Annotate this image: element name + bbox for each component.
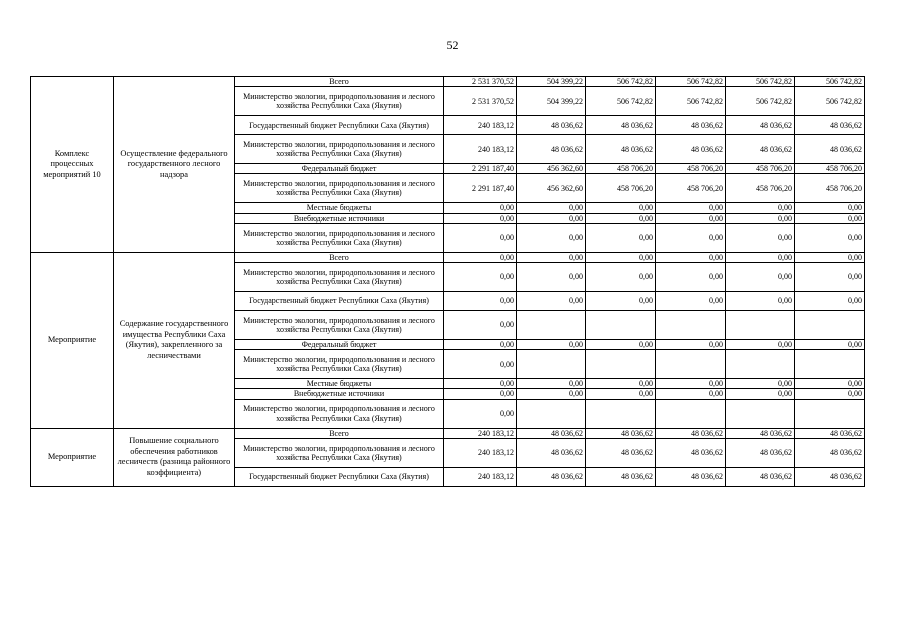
year-amount-cell: 48 036,62	[656, 467, 726, 486]
year-amount-cell: 48 036,62	[726, 135, 795, 164]
funding-source-cell: Министерство экологии, природопользования и лесного хозяйства Республики Саха (Якутия)	[235, 350, 444, 379]
year-amount-cell: 458 706,20	[795, 164, 865, 174]
year-amount-cell: 506 742,82	[795, 77, 865, 87]
year-amount-cell: 0,00	[517, 262, 586, 291]
year-amount-cell: 0,00	[517, 203, 586, 213]
year-amount-cell: 506 742,82	[586, 87, 656, 116]
total-amount-cell: 2 531 370,52	[444, 77, 517, 87]
year-amount-cell: 0,00	[517, 339, 586, 349]
section-title-cell: Содержание государственного имущества Республики Саха (Якутия), закрепленного за лесничествами	[114, 252, 235, 428]
total-amount-cell: 0,00	[444, 203, 517, 213]
total-amount-cell: 240 183,12	[444, 428, 517, 438]
funding-source-cell: Министерство экологии, природопользования и лесного хозяйства Республики Саха (Якутия)	[235, 262, 444, 291]
funding-source-cell: Внебюджетные источники	[235, 389, 444, 399]
year-amount-cell: 458 706,20	[795, 174, 865, 203]
year-amount-cell: 0,00	[656, 262, 726, 291]
total-amount-cell: 240 183,12	[444, 116, 517, 135]
year-amount-cell: 0,00	[795, 379, 865, 389]
year-amount-cell: 0,00	[656, 291, 726, 310]
year-amount-cell: 48 036,62	[795, 135, 865, 164]
funding-source-cell: Министерство экологии, природопользования и лесного хозяйства Республики Саха (Якутия)	[235, 399, 444, 428]
total-amount-cell: 240 183,12	[444, 135, 517, 164]
year-amount-cell: 48 036,62	[656, 116, 726, 135]
year-amount-cell: 0,00	[726, 291, 795, 310]
year-amount-cell	[726, 399, 795, 428]
year-amount-cell: 0,00	[656, 223, 726, 252]
funding-source-cell: Министерство экологии, природопользования и лесного хозяйства Республики Саха (Якутия)	[235, 310, 444, 339]
section-type-cell: Комплекс процессных мероприятий 10	[31, 77, 114, 253]
year-amount-cell: 504 399,22	[517, 87, 586, 116]
section-title-cell: Осуществление федерального государственного лесного надзора	[114, 77, 235, 253]
year-amount-cell: 0,00	[517, 252, 586, 262]
funding-source-cell: Внебюджетные источники	[235, 213, 444, 223]
year-amount-cell: 506 742,82	[656, 77, 726, 87]
year-amount-cell: 458 706,20	[656, 174, 726, 203]
year-amount-cell: 48 036,62	[517, 467, 586, 486]
funding-source-cell: Министерство экологии, природопользования и лесного хозяйства Республики Саха (Якутия)	[235, 223, 444, 252]
funding-source-cell: Всего	[235, 252, 444, 262]
year-amount-cell: 0,00	[795, 389, 865, 399]
year-amount-cell: 0,00	[726, 252, 795, 262]
year-amount-cell: 48 036,62	[795, 428, 865, 438]
funding-source-cell: Федеральный бюджет	[235, 164, 444, 174]
year-amount-cell: 0,00	[726, 203, 795, 213]
section-type-cell: Мероприятие	[31, 428, 114, 486]
year-amount-cell: 48 036,62	[517, 438, 586, 467]
year-amount-cell: 506 742,82	[586, 77, 656, 87]
year-amount-cell: 0,00	[726, 262, 795, 291]
year-amount-cell: 456 362,60	[517, 174, 586, 203]
total-amount-cell: 2 531 370,52	[444, 87, 517, 116]
section-type-cell: Мероприятие	[31, 252, 114, 428]
year-amount-cell	[795, 310, 865, 339]
year-amount-cell: 48 036,62	[726, 438, 795, 467]
year-amount-cell: 0,00	[517, 389, 586, 399]
year-amount-cell: 458 706,20	[656, 164, 726, 174]
year-amount-cell: 458 706,20	[586, 164, 656, 174]
total-amount-cell: 0,00	[444, 223, 517, 252]
year-amount-cell: 0,00	[586, 252, 656, 262]
year-amount-cell: 0,00	[795, 252, 865, 262]
year-amount-cell: 48 036,62	[795, 467, 865, 486]
year-amount-cell: 0,00	[586, 223, 656, 252]
total-amount-cell: 240 183,12	[444, 438, 517, 467]
funding-source-cell: Министерство экологии, природопользования и лесного хозяйства Республики Саха (Якутия)	[235, 135, 444, 164]
year-amount-cell: 0,00	[726, 379, 795, 389]
year-amount-cell: 48 036,62	[586, 135, 656, 164]
year-amount-cell: 0,00	[656, 379, 726, 389]
year-amount-cell: 0,00	[517, 213, 586, 223]
year-amount-cell: 0,00	[586, 203, 656, 213]
total-amount-cell: 0,00	[444, 350, 517, 379]
funding-source-cell: Министерство экологии, природопользования и лесного хозяйства Республики Саха (Якутия)	[235, 438, 444, 467]
year-amount-cell	[517, 350, 586, 379]
year-amount-cell: 0,00	[656, 203, 726, 213]
year-amount-cell: 48 036,62	[586, 428, 656, 438]
year-amount-cell: 458 706,20	[726, 164, 795, 174]
funding-source-cell: Государственный бюджет Республики Саха (Якутия)	[235, 291, 444, 310]
year-amount-cell: 48 036,62	[517, 428, 586, 438]
year-amount-cell: 48 036,62	[586, 116, 656, 135]
year-amount-cell: 0,00	[726, 389, 795, 399]
budget-table	[30, 76, 865, 487]
table-row	[31, 428, 865, 438]
year-amount-cell: 0,00	[726, 223, 795, 252]
year-amount-cell: 48 036,62	[656, 428, 726, 438]
year-amount-cell: 456 362,60	[517, 164, 586, 174]
year-amount-cell: 48 036,62	[726, 428, 795, 438]
total-amount-cell: 0,00	[444, 252, 517, 262]
year-amount-cell	[726, 310, 795, 339]
year-amount-cell: 0,00	[586, 379, 656, 389]
year-amount-cell: 0,00	[795, 262, 865, 291]
year-amount-cell: 0,00	[586, 262, 656, 291]
year-amount-cell: 0,00	[795, 213, 865, 223]
year-amount-cell	[726, 350, 795, 379]
total-amount-cell: 0,00	[444, 399, 517, 428]
total-amount-cell: 0,00	[444, 213, 517, 223]
year-amount-cell	[795, 350, 865, 379]
table-row	[31, 252, 865, 262]
year-amount-cell: 0,00	[726, 339, 795, 349]
year-amount-cell	[586, 399, 656, 428]
year-amount-cell	[517, 310, 586, 339]
year-amount-cell: 48 036,62	[656, 438, 726, 467]
total-amount-cell: 0,00	[444, 291, 517, 310]
year-amount-cell: 0,00	[656, 213, 726, 223]
year-amount-cell	[795, 399, 865, 428]
funding-source-cell: Всего	[235, 428, 444, 438]
year-amount-cell	[656, 350, 726, 379]
total-amount-cell: 240 183,12	[444, 467, 517, 486]
year-amount-cell: 506 742,82	[795, 87, 865, 116]
year-amount-cell: 0,00	[517, 379, 586, 389]
funding-source-cell: Местные бюджеты	[235, 203, 444, 213]
total-amount-cell: 0,00	[444, 339, 517, 349]
year-amount-cell: 0,00	[795, 203, 865, 213]
year-amount-cell: 48 036,62	[726, 116, 795, 135]
year-amount-cell: 0,00	[586, 389, 656, 399]
year-amount-cell: 0,00	[656, 339, 726, 349]
total-amount-cell: 0,00	[444, 379, 517, 389]
year-amount-cell	[656, 399, 726, 428]
year-amount-cell: 0,00	[656, 252, 726, 262]
year-amount-cell	[656, 310, 726, 339]
year-amount-cell	[586, 310, 656, 339]
funding-source-cell: Министерство экологии, природопользования и лесного хозяйства Республики Саха (Якутия)	[235, 174, 444, 203]
year-amount-cell: 0,00	[586, 339, 656, 349]
total-amount-cell: 0,00	[444, 310, 517, 339]
funding-source-cell: Местные бюджеты	[235, 379, 444, 389]
table-row	[31, 77, 865, 87]
year-amount-cell: 504 399,22	[517, 77, 586, 87]
funding-source-cell: Федеральный бюджет	[235, 339, 444, 349]
total-amount-cell: 2 291 187,40	[444, 164, 517, 174]
year-amount-cell: 48 036,62	[517, 116, 586, 135]
year-amount-cell: 458 706,20	[726, 174, 795, 203]
year-amount-cell: 506 742,82	[726, 77, 795, 87]
total-amount-cell: 2 291 187,40	[444, 174, 517, 203]
year-amount-cell: 0,00	[586, 291, 656, 310]
funding-source-cell: Государственный бюджет Республики Саха (Якутия)	[235, 116, 444, 135]
year-amount-cell: 0,00	[795, 339, 865, 349]
year-amount-cell: 48 036,62	[586, 467, 656, 486]
year-amount-cell: 48 036,62	[586, 438, 656, 467]
funding-source-cell: Министерство экологии, природопользования и лесного хозяйства Республики Саха (Якутия)	[235, 87, 444, 116]
year-amount-cell: 0,00	[517, 223, 586, 252]
year-amount-cell: 506 742,82	[656, 87, 726, 116]
year-amount-cell: 0,00	[795, 291, 865, 310]
year-amount-cell: 506 742,82	[726, 87, 795, 116]
funding-source-cell: Государственный бюджет Республики Саха (Якутия)	[235, 467, 444, 486]
year-amount-cell: 48 036,62	[795, 116, 865, 135]
total-amount-cell: 0,00	[444, 389, 517, 399]
year-amount-cell	[586, 350, 656, 379]
year-amount-cell: 0,00	[517, 291, 586, 310]
funding-source-cell: Всего	[235, 77, 444, 87]
year-amount-cell: 0,00	[656, 389, 726, 399]
year-amount-cell: 48 036,62	[656, 135, 726, 164]
year-amount-cell: 48 036,62	[795, 438, 865, 467]
year-amount-cell: 48 036,62	[726, 467, 795, 486]
section-title-cell: Повышение социального обеспечения работников лесничеств (разница районного коэффициента)	[114, 428, 235, 486]
year-amount-cell	[517, 399, 586, 428]
total-amount-cell: 0,00	[444, 262, 517, 291]
page-number: 52	[446, 38, 459, 52]
year-amount-cell: 48 036,62	[517, 135, 586, 164]
year-amount-cell: 0,00	[795, 223, 865, 252]
year-amount-cell: 0,00	[726, 213, 795, 223]
year-amount-cell: 0,00	[586, 213, 656, 223]
year-amount-cell: 458 706,20	[586, 174, 656, 203]
